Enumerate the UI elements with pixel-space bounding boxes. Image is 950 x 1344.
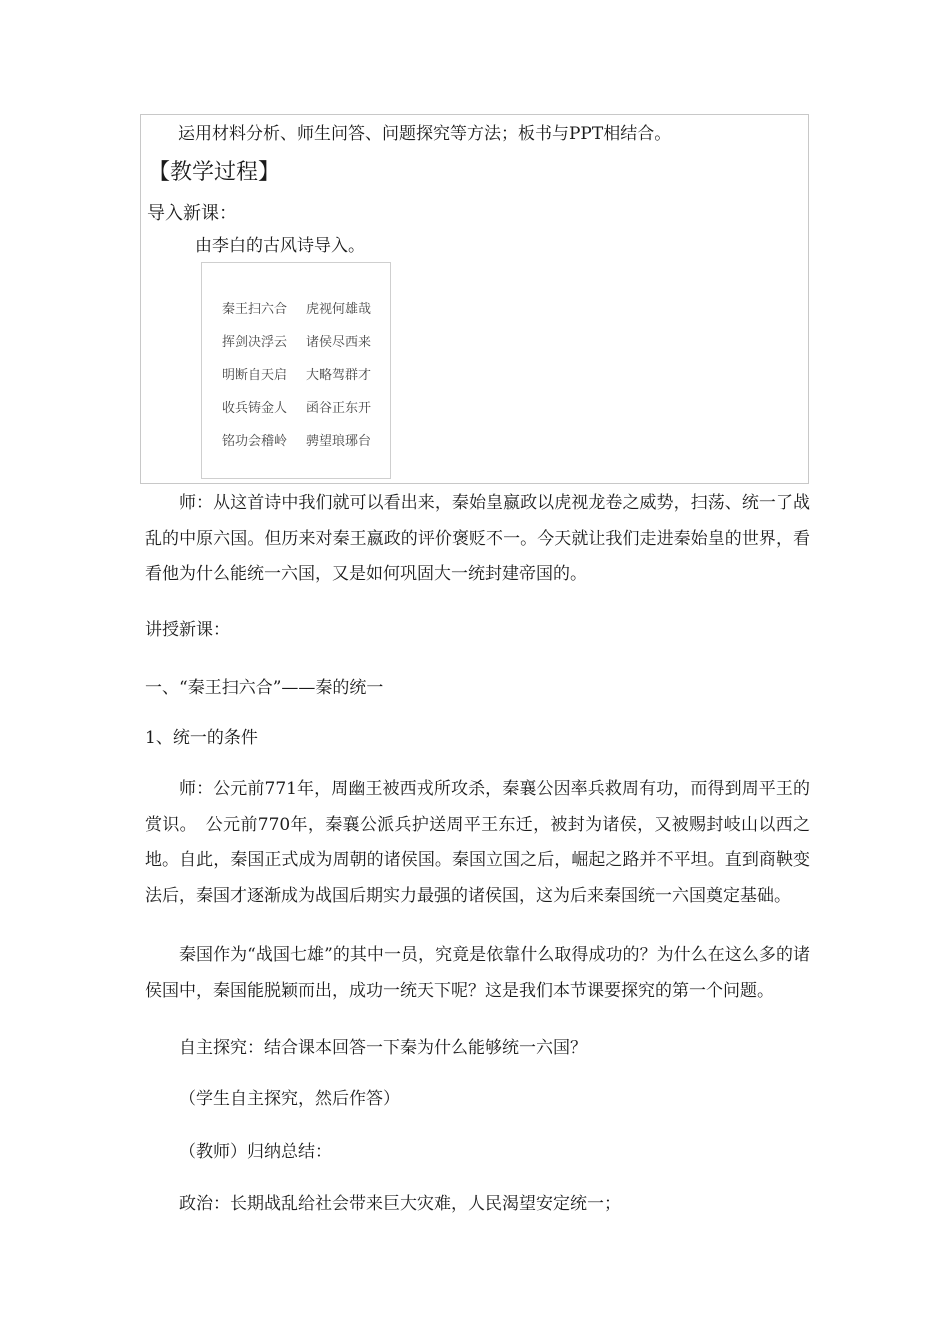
poem-line-second-half: 大略驾群才	[306, 368, 372, 383]
sub1-heading: 1、统一的条件	[145, 728, 258, 748]
poem-line	[222, 397, 372, 416]
poem-line-first-half: 挥剑决浮云	[222, 335, 288, 350]
student-note-line: （学生自主探究，然后作答）	[179, 1089, 400, 1109]
poem-line-first-half: 铭功会稽岭	[222, 434, 288, 449]
poem-line-first-half: 收兵铸金人	[222, 401, 288, 416]
question-paragraph: 秦国作为“战国七雄”的其中一员，究竟是依靠什么取得成功的？为什么在这么多的诸侯国中，秦国能脱颖而出，成功一统天下呢？这是我们本节课要探究的第一个问题。	[145, 945, 810, 1001]
intro-heading: 导入新课：	[147, 203, 237, 224]
part1-heading: 一、“秦王扫六合”——秦的统一	[145, 678, 384, 698]
poem-image	[201, 262, 391, 479]
poem-line-first-half: 明断自天启	[222, 368, 288, 383]
poem-line-second-half: 虎视何雄哉	[306, 302, 372, 317]
politics-line: 政治：长期战乱给社会带来巨大灾难，人民渴望安定统一；	[179, 1194, 621, 1214]
poem-line-second-half: 骋望琅琊台	[306, 434, 372, 449]
poem-line	[222, 364, 372, 383]
poem-line	[222, 298, 372, 317]
poem-line	[222, 331, 372, 350]
teacher-intro-paragraph: 师：从这首诗中我们就可以看出来，秦始皇嬴政以虎视龙卷之威势，扫荡、统一了战乱的中原六国。但历来对秦王嬴政的评价褒贬不一。今天就让我们走进秦始皇的世界，看看他为什么能统一六国，又是如何巩固大一统封建帝国的。	[145, 493, 810, 585]
methods-line: 运用材料分析、师生问答、问题探究等方法；板书与PPT相结合。	[178, 124, 672, 144]
teacher-summary-line: （教师）归纳总结：	[179, 1142, 332, 1162]
section-title: 【教学过程】	[148, 160, 281, 185]
poem-line-second-half: 诸侯尽西来	[306, 335, 372, 350]
poem-line-second-half: 函谷正东开	[306, 401, 372, 416]
intro-text: 由李白的古风诗导入。	[195, 236, 365, 256]
self-explore-line: 自主探究：结合课本回答一下秦为什么能够统一六国？	[179, 1038, 587, 1058]
poem-line	[222, 430, 372, 449]
lecture-heading: 讲授新课：	[145, 620, 230, 640]
teacher-history-paragraph: 师：公元前771年，周幽王被西戎所攻杀，秦襄公因率兵救周有功，而得到周平王的赏识。 公元前770年，秦襄公派兵护送周平王东迁，被封为诸侯，又被赐封岐山以西之地。自此，秦国正式成为周朝的诸侯国。秦国立国之后，崛起之路并不平坦。直到商鞅变法后，秦国才逐渐成为战国后期实力最强的诸侯国，这为后来秦国统一六国奠定基础。	[145, 779, 810, 906]
poem-line-first-half: 秦王扫六合	[222, 302, 288, 317]
